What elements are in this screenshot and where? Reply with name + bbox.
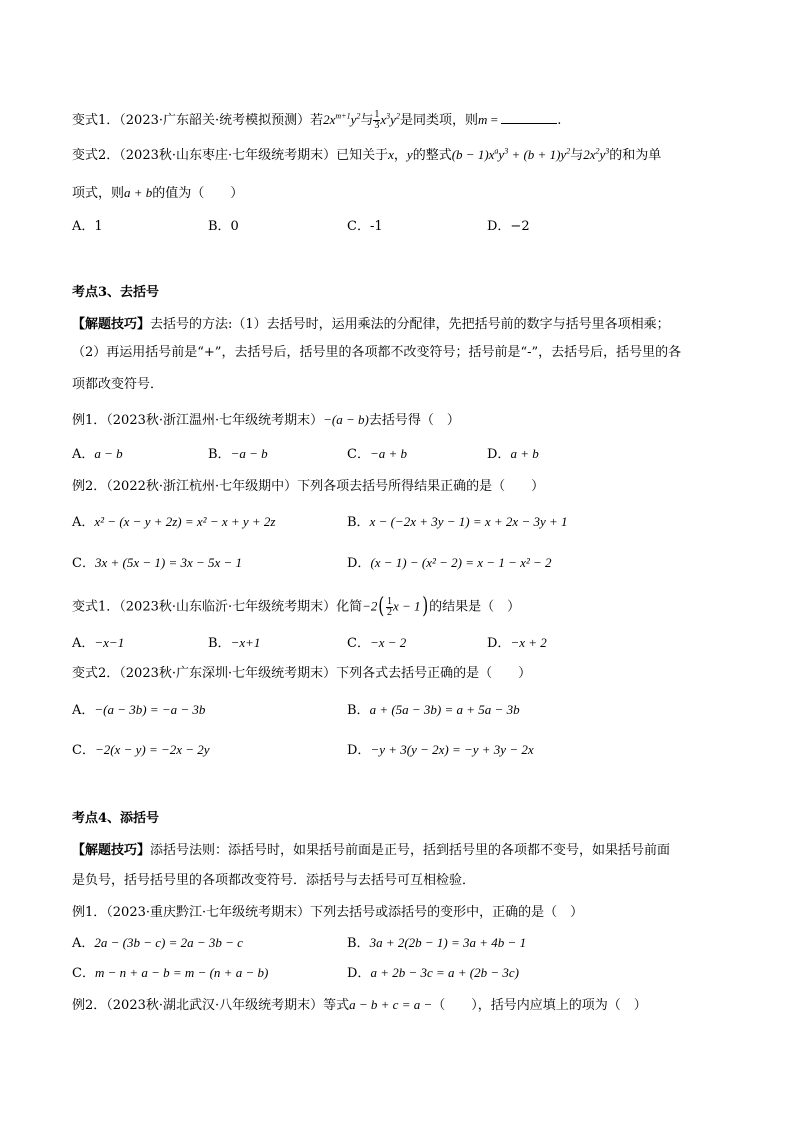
option-a[interactable]: A．x² − (x − y + 2z) = x² − x + y + 2z	[72, 514, 276, 530]
option-b[interactable]: B．a + (5a − 3b) = a + 5a − 3b	[347, 702, 520, 718]
section-title: 考点4、添括号	[72, 811, 160, 826]
option-c[interactable]: C．−2(x − y) = −2x − 2y	[72, 742, 210, 758]
example2-question: 例2．（2022秋·浙江杭州·七年级期中）下列各项去括号所得结果正确的是（ ）	[72, 479, 545, 494]
variant2-question-line1: 变式2．（2023秋·山东枣庄·七年级统考期末）已知关于x，y的整式$(b - 1)x^ay^3 + (b + 1)y^2$与$2x^2y^3$的和为单	[72, 146, 662, 163]
option-b[interactable]: B．x − (−2x + 3y − 1) = x + 2x − 3y + 1	[347, 514, 568, 530]
fraction: $\frac{1}{2}$	[387, 595, 392, 618]
option-b[interactable]: B．−x+1	[208, 635, 261, 651]
option-d[interactable]: D．(x − 1) − (x² − 2) = x − 1 − x² − 2	[347, 555, 552, 571]
option-c[interactable]: C．3x + (5x − 1) = 3x − 5x − 1	[72, 555, 243, 571]
option-b[interactable]: B．0	[208, 219, 239, 234]
option-d[interactable]: D．−y + 3(y − 2x) = −y + 3y − 2x	[347, 742, 534, 758]
example1-question: 例1．（2023秋·浙江温州·七年级统考期末）−(a − b)去括号得（ ）	[72, 412, 460, 428]
option-d[interactable]: D．a + b	[487, 446, 539, 462]
tip-line: 【解题技巧】去括号的方法:（1）去括号时，运用乘法的分配律，先把括号前的数字与括号里各项相乘；	[72, 317, 670, 332]
fraction: $\frac{1}{3}$	[374, 109, 380, 131]
option-a[interactable]: A．2a − (3b − c) = 2a − 3b − c	[72, 935, 243, 951]
example1-add-bracket-question: 例1．（2023·重庆黔江·七年级统考期末）下列去括号或添括号的变形中，正确的是（ ）	[72, 905, 584, 920]
option-c[interactable]: C．m − n + a − b = m − (n + a − b)	[72, 965, 269, 981]
option-b[interactable]: B．3a + 2(2b − 1) = 3a + 4b − 1	[347, 935, 527, 951]
tip-line: 【解题技巧】添括号法则：添括号时，如果括号前面是正号，括到括号里的各项都不变号，如果括号前面	[72, 843, 671, 858]
variant1-question: 变式1．（2023·广东韶关·统考模拟预测）若$2x^{m+1}y^2$与 $\frac{1}{3}$ $x^3y^2$是同类项，则m = .	[72, 109, 562, 131]
tip-line: （2）再运用括号前是“+”，去括号后，括号里的各项都不改变符号；括号前是“-”，去括号后，括号里的各	[72, 345, 682, 360]
option-d[interactable]: D．−x + 2	[487, 635, 547, 651]
option-a[interactable]: A．−(a − 3b) = −a − 3b	[72, 702, 206, 718]
option-c[interactable]: C．−x − 2	[347, 635, 407, 651]
option-c[interactable]: C．-1	[347, 219, 383, 234]
option-d[interactable]: D．a + 2b − 3c = a + (2b − 3c)	[347, 965, 519, 981]
option-a[interactable]: A．a − b	[72, 446, 123, 462]
variant1-simplify-question: 变式1．（2023秋·山东临沂·七年级统考期末）化简−2( $\frac{1}{2}$ x − 1)的结果是（ ）	[72, 594, 521, 619]
option-c[interactable]: C．−a + b	[347, 446, 407, 462]
section-title: 考点3、去括号	[72, 285, 160, 300]
answer-blank	[501, 112, 557, 124]
option-a[interactable]: A．1	[72, 219, 103, 234]
option-b[interactable]: B．−a − b	[208, 446, 268, 462]
example2-equation-question: 例2．（2023秋·湖北武汉·八年级统考期末）等式a − b + c = a −（ ），括号内应填上的项为（ ）	[72, 997, 647, 1013]
option-d[interactable]: D．−2	[487, 219, 530, 234]
variant2-question-line2: 项式，则a + b的值为（ ）	[72, 185, 244, 201]
tip-line: 是负号，括号括号里的各项都改变符号．添括号与去括号可互相检验．	[72, 873, 476, 888]
tip-line: 项都改变符号．	[72, 377, 164, 392]
option-a[interactable]: A．−x−1	[72, 635, 125, 651]
variant2-bracket-question: 变式2．（2023秋·广东深圳·七年级统考期末）下列各式去括号正确的是（ ）	[72, 666, 532, 681]
